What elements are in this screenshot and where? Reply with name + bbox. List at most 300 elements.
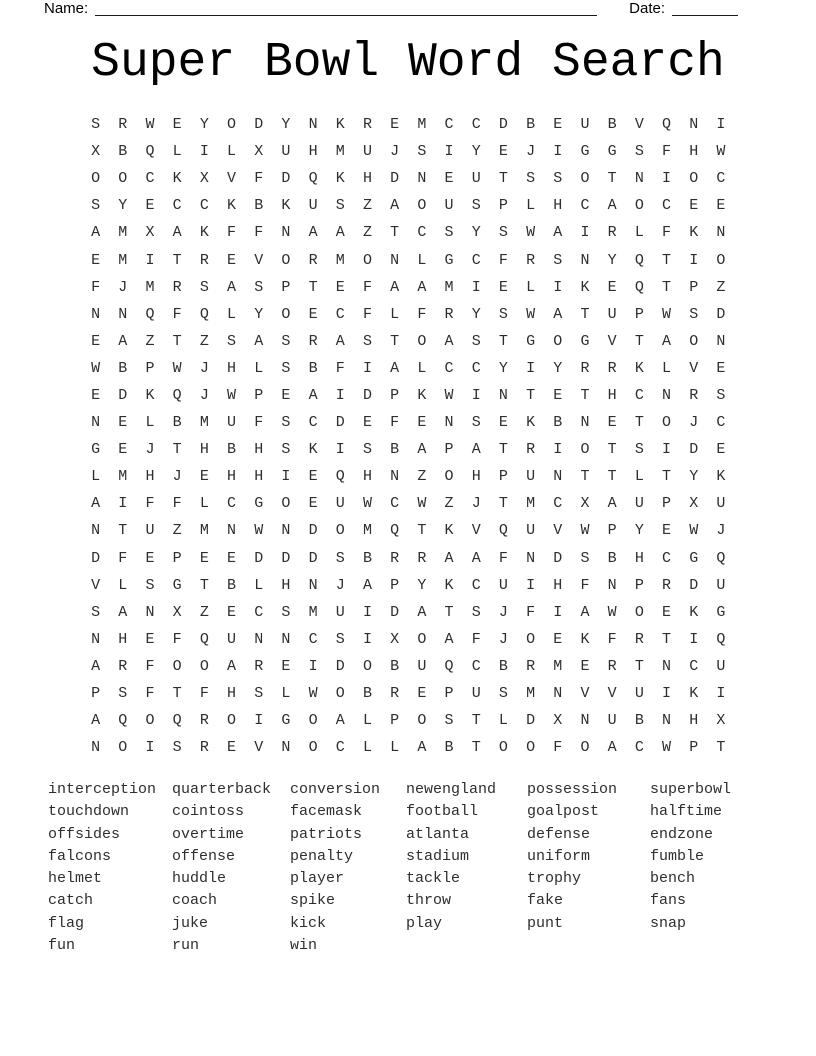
word-list-item: offense [172, 847, 236, 865]
grid-cell: S [526, 170, 536, 188]
grid-cell: O [91, 170, 101, 188]
grid-cell: Y [417, 576, 427, 594]
word-list-item: play [406, 914, 443, 932]
grid-cell: W [662, 739, 672, 757]
grid-cell: O [417, 630, 427, 648]
grid-cell: M [417, 116, 427, 134]
grid-cell: H [471, 468, 481, 486]
grid-cell: D [308, 522, 318, 540]
grid-cell: K [716, 468, 726, 486]
grid-cell: S [553, 251, 563, 269]
grid-cell: S [281, 359, 291, 377]
grid-cell: Z [199, 603, 209, 621]
grid-cell: K [689, 685, 699, 703]
grid-cell: T [471, 739, 481, 757]
grid-cell: F [254, 170, 264, 188]
grid-cell: X [390, 630, 400, 648]
grid-cell: N [91, 630, 101, 648]
grid-cell: O [362, 251, 372, 269]
grid-cell: A [580, 603, 590, 621]
grid-cell: C [471, 576, 481, 594]
grid-cell: S [199, 278, 209, 296]
grid-cell: I [362, 603, 372, 621]
grid-cell: T [172, 251, 182, 269]
date-blank-line [672, 0, 738, 16]
grid-cell: U [281, 143, 291, 161]
grid-cell: C [308, 414, 318, 432]
grid-cell: B [526, 116, 536, 134]
grid-cell: W [580, 522, 590, 540]
grid-cell: K [444, 522, 454, 540]
grid-cell: J [390, 143, 400, 161]
grid-cell: V [607, 685, 617, 703]
grid-cell: H [227, 685, 237, 703]
grid-cell: B [390, 657, 400, 675]
grid-cell: N [91, 522, 101, 540]
grid-cell: O [444, 468, 454, 486]
grid-cell: Z [417, 468, 427, 486]
word-list-item: halftime [650, 803, 723, 821]
grid-cell: L [390, 305, 400, 323]
grid-cell: I [526, 576, 536, 594]
grid-cell: U [362, 143, 372, 161]
grid-cell: O [689, 170, 699, 188]
grid-cell: W [662, 305, 672, 323]
grid-cell: A [662, 332, 672, 350]
word-list-item: throw [406, 892, 452, 910]
grid-cell: U [580, 116, 590, 134]
grid-cell: Z [172, 522, 182, 540]
grid-cell: U [607, 712, 617, 730]
grid-cell: J [199, 386, 209, 404]
grid-cell: A [553, 305, 563, 323]
grid-cell: E [417, 685, 427, 703]
grid-cell: O [281, 305, 291, 323]
grid-cell: C [172, 197, 182, 215]
grid-cell: E [145, 630, 155, 648]
grid-cell: A [417, 603, 427, 621]
grid-cell: Z [716, 278, 726, 296]
grid-cell: S [471, 332, 481, 350]
grid-cell: Q [498, 522, 508, 540]
grid-cell: H [118, 630, 128, 648]
grid-cell: A [91, 712, 101, 730]
grid-cell: L [634, 224, 644, 242]
word-list-item: spike [290, 892, 336, 910]
grid-cell: Q [199, 630, 209, 648]
grid-cell: T [662, 630, 672, 648]
grid-cell: H [362, 170, 372, 188]
grid-cell: Q [634, 278, 644, 296]
grid-cell: O [281, 251, 291, 269]
grid-cell: I [254, 712, 264, 730]
grid-cell: O [118, 739, 128, 757]
word-list-item: bench [650, 870, 696, 888]
grid-cell: A [390, 359, 400, 377]
grid-cell: I [471, 386, 481, 404]
grid-cell: A [335, 332, 345, 350]
grid-cell: A [227, 657, 237, 675]
grid-cell: T [662, 251, 672, 269]
word-list-item: fans [650, 892, 687, 910]
grid-cell: R [689, 386, 699, 404]
grid-cell: E [308, 495, 318, 513]
grid-cell: L [417, 359, 427, 377]
word-list-column [406, 779, 527, 957]
name-blank-line [95, 0, 597, 16]
header [44, 0, 738, 17]
grid-cell: Z [145, 332, 155, 350]
grid-cell: R [199, 739, 209, 757]
grid-cell: Y [118, 197, 128, 215]
grid-cell: F [172, 630, 182, 648]
grid-cell: A [444, 630, 454, 648]
grid-cell: O [145, 712, 155, 730]
grid-cell: A [118, 332, 128, 350]
grid-cell: Q [199, 305, 209, 323]
grid-cell: F [526, 603, 536, 621]
grid-cell: D [390, 603, 400, 621]
grid-cell: O [227, 116, 237, 134]
grid-cell: O [335, 522, 345, 540]
grid-cell: U [308, 197, 318, 215]
grid-cell: T [498, 332, 508, 350]
grid-cell: D [91, 549, 101, 567]
word-list-item: conversion [290, 781, 381, 798]
grid-cell: L [91, 468, 101, 486]
grid-cell: X [689, 495, 699, 513]
grid-cell: V [254, 251, 264, 269]
grid-cell: I [553, 278, 563, 296]
grid-cell: E [91, 332, 101, 350]
grid-cell: A [607, 495, 617, 513]
grid-cell: B [553, 414, 563, 432]
grid-cell: A [417, 739, 427, 757]
grid-cell: L [254, 576, 264, 594]
grid-cell: B [390, 441, 400, 459]
grid-cell: E [498, 414, 508, 432]
grid-cell: D [526, 712, 536, 730]
grid-cell: O [716, 251, 726, 269]
grid-cell: X [145, 224, 155, 242]
grid-cell: V [553, 522, 563, 540]
grid-cell: K [335, 170, 345, 188]
word-list-item: stadium [406, 847, 470, 865]
grid-cell: E [716, 441, 726, 459]
grid-cell: U [716, 657, 726, 675]
grid-cell: C [254, 603, 264, 621]
grid-cell: X [91, 143, 101, 161]
grid-cell: O [417, 197, 427, 215]
grid-cell: Y [498, 359, 508, 377]
grid-cell: Y [471, 143, 481, 161]
grid-cell: V [91, 576, 101, 594]
grid-cell: U [227, 630, 237, 648]
grid-cell: F [362, 278, 372, 296]
grid-cell: X [553, 712, 563, 730]
grid-cell: A [471, 441, 481, 459]
grid-cell: S [498, 224, 508, 242]
word-list-item: football [406, 803, 479, 821]
grid-cell: P [498, 468, 508, 486]
grid-cell: S [553, 170, 563, 188]
grid-cell: T [417, 522, 427, 540]
grid-cell: Q [716, 549, 726, 567]
grid-cell: H [634, 549, 644, 567]
grid-cell: A [444, 549, 454, 567]
grid-cell: N [553, 685, 563, 703]
word-list-item: defense [527, 825, 591, 843]
grid-cell: E [689, 197, 699, 215]
grid-cell: Q [390, 522, 400, 540]
grid-cell: N [390, 251, 400, 269]
grid-cell: Q [118, 712, 128, 730]
grid-cell: F [145, 657, 155, 675]
grid-cell: W [526, 224, 536, 242]
grid-cell: Y [607, 251, 617, 269]
grid-cell: N [498, 386, 508, 404]
grid-cell: B [118, 359, 128, 377]
grid-cell: R [118, 116, 128, 134]
grid-cell: Q [172, 712, 182, 730]
grid-cell: O [281, 495, 291, 513]
grid-cell: V [607, 332, 617, 350]
grid-cell: K [580, 278, 590, 296]
grid-cell: Q [335, 468, 345, 486]
grid-cell: G [607, 143, 617, 161]
grid-cell: E [91, 386, 101, 404]
date-label: Date: [629, 0, 665, 17]
grid-cell: T [118, 522, 128, 540]
grid-cell: R [417, 549, 427, 567]
grid-cell: O [634, 603, 644, 621]
grid-cell: C [471, 657, 481, 675]
word-list-item: offsides [48, 825, 121, 843]
grid-cell: Q [145, 305, 155, 323]
grid-cell: C [471, 251, 481, 269]
grid-cell: O [580, 739, 590, 757]
grid-cell: I [335, 386, 345, 404]
grid-cell: M [553, 657, 563, 675]
grid-cell: U [471, 170, 481, 188]
grid-cell: B [607, 549, 617, 567]
grid-cell: E [498, 278, 508, 296]
grid-cell: T [172, 685, 182, 703]
grid-cell: S [254, 685, 264, 703]
grid-cell: D [308, 549, 318, 567]
grid-cell: H [254, 468, 264, 486]
word-list-item: fun [48, 937, 76, 955]
grid-cell: Y [553, 359, 563, 377]
grid-cell: J [145, 441, 155, 459]
grid-cell: K [145, 386, 155, 404]
grid-cell: H [227, 359, 237, 377]
grid-cell: Q [662, 116, 672, 134]
grid-cell: W [145, 116, 155, 134]
grid-cell: V [227, 170, 237, 188]
grid-cell: O [199, 657, 209, 675]
grid-cell: U [227, 414, 237, 432]
grid-cell: E [662, 603, 672, 621]
grid-cell: B [607, 116, 617, 134]
word-list-item: juke [172, 914, 209, 932]
grid-cell: T [172, 441, 182, 459]
grid-cell: P [498, 197, 508, 215]
grid-cell: M [118, 251, 128, 269]
grid-cell: G [716, 603, 726, 621]
word-list-item: huddle [172, 870, 227, 888]
grid-cell: U [634, 685, 644, 703]
grid-cell: R [308, 251, 318, 269]
grid-cell: Z [199, 332, 209, 350]
grid-cell: B [118, 143, 128, 161]
grid-cell: H [553, 576, 563, 594]
grid-cell: G [172, 576, 182, 594]
word-list-item: falcons [48, 847, 112, 865]
grid-cell: S [471, 414, 481, 432]
grid-cell: T [444, 603, 454, 621]
grid-cell: W [362, 495, 372, 513]
grid-cell: D [281, 170, 291, 188]
grid-cell: A [417, 278, 427, 296]
grid-cell: Y [634, 522, 644, 540]
grid-cell: E [662, 522, 672, 540]
grid-cell: F [498, 251, 508, 269]
grid-cell: F [254, 414, 264, 432]
grid-cell: C [199, 197, 209, 215]
grid-cell: N [444, 414, 454, 432]
grid-cell: Z [362, 197, 372, 215]
grid-cell: M [444, 278, 454, 296]
grid-cell: F [417, 305, 427, 323]
grid-cell: S [444, 224, 454, 242]
grid-cell: N [634, 170, 644, 188]
grid-cell: N [281, 522, 291, 540]
grid-cell: I [662, 170, 672, 188]
grid-cell: Z [362, 224, 372, 242]
word-list-item: overtime [172, 825, 245, 843]
grid-cell: M [145, 278, 155, 296]
grid-cell: K [580, 630, 590, 648]
grid-cell: V [471, 522, 481, 540]
grid-cell: M [199, 522, 209, 540]
grid-cell: R [607, 224, 617, 242]
grid-cell: C [662, 197, 672, 215]
grid-cell: R [580, 359, 590, 377]
grid-cell: P [172, 549, 182, 567]
grid-cell: G [444, 251, 454, 269]
grid-cell: I [145, 251, 155, 269]
name-label: Name: [44, 0, 89, 17]
word-list-item: helmet [48, 870, 103, 888]
grid-cell: P [91, 685, 101, 703]
grid-cell: A [335, 224, 345, 242]
grid-cell: S [227, 332, 237, 350]
grid-cell: R [362, 116, 372, 134]
grid-cell: K [634, 359, 644, 377]
grid-cell: T [498, 170, 508, 188]
grid-cell: S [362, 332, 372, 350]
grid-cell: W [227, 386, 237, 404]
grid-cell: M [118, 224, 128, 242]
grid-cell: P [689, 739, 699, 757]
grid-cell: U [716, 495, 726, 513]
grid-cell: T [634, 414, 644, 432]
grid-cell: O [417, 712, 427, 730]
grid-cell: V [580, 685, 590, 703]
grid-cell: A [91, 495, 101, 513]
grid-cell: I [281, 468, 291, 486]
grid-cell: A [362, 576, 372, 594]
grid-cell: A [471, 549, 481, 567]
grid-cell: D [335, 657, 345, 675]
grid-cell: L [362, 739, 372, 757]
grid-cell: T [390, 332, 400, 350]
grid-cell: O [172, 657, 182, 675]
grid-cell: E [227, 739, 237, 757]
grid-cell: E [553, 630, 563, 648]
grid-cell: J [689, 414, 699, 432]
grid-cell: T [634, 657, 644, 675]
grid-cell: N [716, 332, 726, 350]
grid-cell: A [390, 197, 400, 215]
grid-cell: E [118, 414, 128, 432]
grid-cell: V [254, 739, 264, 757]
grid-cell: Y [199, 116, 209, 134]
word-list-item: tackle [406, 870, 461, 888]
grid-cell: N [662, 657, 672, 675]
grid-cell: A [390, 278, 400, 296]
grid-cell: W [526, 305, 536, 323]
grid-cell: T [471, 712, 481, 730]
grid-cell: E [118, 441, 128, 459]
grid-cell: S [580, 549, 590, 567]
grid-cell: N [91, 305, 101, 323]
grid-cell: O [362, 657, 372, 675]
grid-cell: G [526, 332, 536, 350]
grid-cell: N [662, 386, 672, 404]
grid-cell: H [145, 468, 155, 486]
grid-cell: E [716, 197, 726, 215]
word-list-item: player [290, 870, 345, 888]
grid-cell: G [254, 495, 264, 513]
grid-cell: N [390, 468, 400, 486]
word-list-item: patriots [290, 825, 363, 843]
grid-cell: F [580, 576, 590, 594]
word-list-item: atlanta [406, 825, 470, 843]
grid-cell: O [308, 739, 318, 757]
grid-cell: K [281, 197, 291, 215]
grid-cell: K [526, 414, 536, 432]
grid-cell: Y [471, 224, 481, 242]
grid-cell: B [308, 359, 318, 377]
grid-cell: U [145, 522, 155, 540]
grid-cell: K [335, 116, 345, 134]
grid-cell: N [689, 116, 699, 134]
word-list-item: endzone [650, 825, 714, 843]
grid-cell: J [498, 630, 508, 648]
grid-cell: U [634, 495, 644, 513]
grid-cell: F [390, 414, 400, 432]
grid-cell: T [607, 441, 617, 459]
grid-cell: R [634, 630, 644, 648]
grid-cell: S [362, 441, 372, 459]
grid-cell: E [281, 386, 291, 404]
grid-cell: R [526, 441, 536, 459]
grid-cell: F [362, 305, 372, 323]
grid-cell: O [526, 630, 536, 648]
grid-cell: D [498, 116, 508, 134]
